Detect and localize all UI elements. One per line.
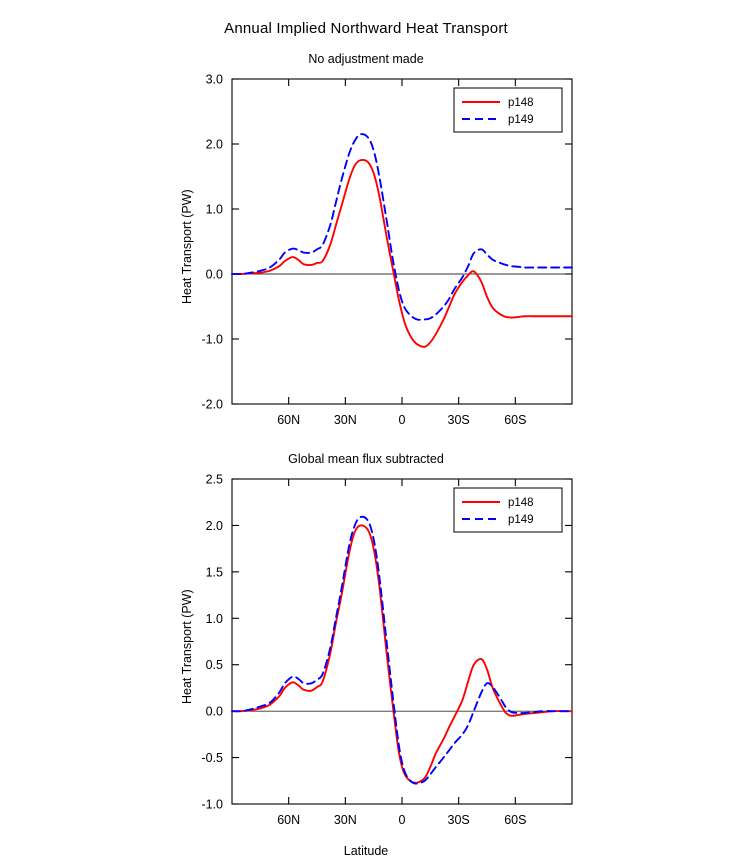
svg-text:0: 0 <box>398 413 406 427</box>
x-axis-label: Latitude <box>343 844 389 858</box>
svg-text:60S: 60S <box>504 813 527 827</box>
figure-title: Annual Implied Northward Heat Transport <box>224 20 508 37</box>
panel-title-bottom: Global mean flux subtracted <box>288 452 444 466</box>
legend <box>454 88 562 132</box>
svg-text:2.5: 2.5 <box>205 472 223 487</box>
svg-text:30N: 30N <box>333 813 357 827</box>
svg-text:30S: 30S <box>447 813 470 827</box>
svg-text:-2.0: -2.0 <box>201 397 223 412</box>
svg-text:0.5: 0.5 <box>205 658 223 673</box>
svg-text:0.0: 0.0 <box>205 267 223 282</box>
panel-title-top: No adjustment made <box>308 52 424 66</box>
series-line-p149 <box>232 517 572 784</box>
series-line-p148 <box>232 525 572 783</box>
svg-text:p149: p149 <box>508 114 534 126</box>
svg-text:p148: p148 <box>508 97 534 109</box>
svg-text:1.0: 1.0 <box>205 611 223 626</box>
svg-text:0.0: 0.0 <box>205 704 223 719</box>
svg-text:-0.5: -0.5 <box>201 751 223 766</box>
svg-text:p148: p148 <box>508 497 534 509</box>
plot-area-top <box>0 52 732 442</box>
svg-text:0: 0 <box>398 813 406 827</box>
svg-text:30S: 30S <box>447 413 470 427</box>
svg-text:60S: 60S <box>504 413 527 427</box>
svg-text:-1.0: -1.0 <box>201 332 223 347</box>
y-axis-label-bottom: Heat Transport (PW) <box>180 588 194 704</box>
svg-text:30N: 30N <box>333 413 357 427</box>
svg-text:60N: 60N <box>277 413 301 427</box>
svg-text:1.0: 1.0 <box>205 202 223 217</box>
legend <box>454 488 562 532</box>
series-line-p149 <box>232 134 572 320</box>
y-axis-label-top: Heat Transport (PW) <box>180 188 194 304</box>
svg-text:2.0: 2.0 <box>205 137 223 152</box>
svg-text:3.0: 3.0 <box>205 72 223 87</box>
svg-text:-1.0: -1.0 <box>201 797 223 812</box>
svg-text:p149: p149 <box>508 514 534 526</box>
chart-panel-bottom <box>0 452 732 858</box>
chart-panel-top <box>0 52 732 442</box>
svg-text:2.0: 2.0 <box>205 518 223 533</box>
svg-text:60N: 60N <box>277 813 301 827</box>
plot-area-bottom <box>0 452 732 852</box>
svg-text:1.5: 1.5 <box>205 565 223 580</box>
